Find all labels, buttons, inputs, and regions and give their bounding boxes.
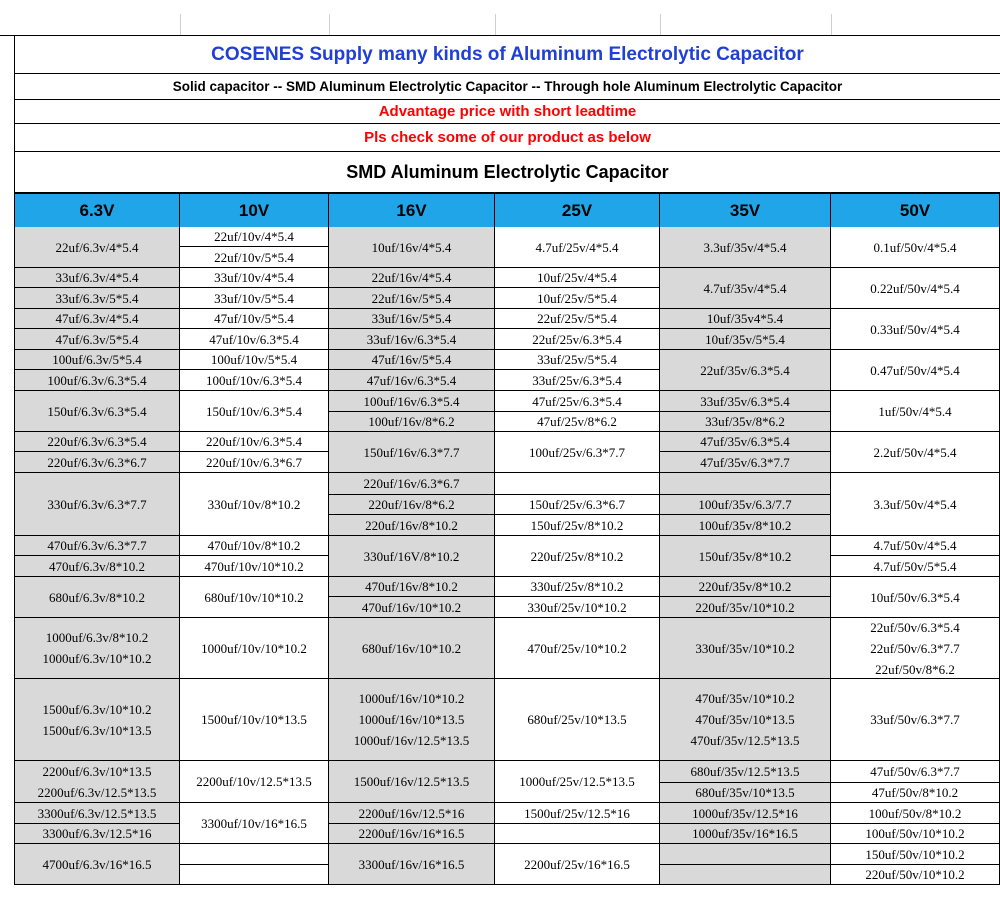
capacitor-spec-cell	[831, 391, 1000, 432]
capacitor-spec-cell	[180, 391, 329, 432]
column-header-6-3v: 6.3V	[14, 193, 180, 228]
capacitor-spec: 1000uf/25v/12.5*13.5	[519, 774, 635, 789]
capacitor-spec: 47uf/35v/6.3*7.7	[700, 454, 790, 470]
capacitor-spec: 330uf/6.3v/6.3*7.7	[47, 496, 147, 512]
capacitor-spec: 330uf/25v/8*10.2	[530, 579, 624, 594]
empty-cell	[180, 865, 329, 885]
capacitor-spec-cell	[495, 391, 660, 412]
grid-line	[329, 14, 330, 35]
capacitor-spec-cell	[329, 473, 495, 495]
capacitor-spec: 100uf/50v/10*10.2	[865, 826, 965, 841]
capacitor-spec-cell	[495, 309, 660, 329]
capacitor-spec: 220uf/50v/10*10.2	[865, 867, 965, 882]
capacitor-spec: 1uf/50v/4*5.4	[878, 403, 952, 419]
capacitor-spec-cell	[660, 495, 831, 515]
capacitor-spec-cell	[660, 227, 831, 268]
capacitor-spec: 22uf/16v/5*5.4	[371, 290, 452, 306]
capacitor-spec-cell	[831, 577, 1000, 618]
capacitor-spec-cell	[14, 679, 180, 761]
capacitor-spec: 1000uf/16v/10*13.5	[358, 712, 465, 727]
capacitor-spec-cell	[14, 309, 180, 329]
capacitor-spec-cell	[14, 803, 180, 824]
capacitor-spec-cell	[180, 536, 329, 556]
capacitor-spec: 33uf/10v/4*5.4	[214, 270, 294, 285]
capacitor-spec-cell	[831, 803, 1000, 824]
capacitor-spec-cell	[831, 865, 1000, 885]
capacitor-spec-cell	[329, 515, 495, 536]
capacitor-spec: 330uf/16V/8*10.2	[363, 548, 460, 564]
empty-cell	[660, 865, 831, 885]
capacitor-spec-cell	[495, 227, 660, 268]
capacitor-spec: 220uf/25v/8*10.2	[530, 548, 624, 564]
capacitor-spec: 33uf/35v/6.3*5.4	[700, 393, 790, 409]
capacitor-spec: 100uf/25v/6.3*7.7	[528, 444, 626, 460]
capacitor-spec-cell	[14, 761, 180, 803]
capacitor-spec: 2.2uf/50v/4*5.4	[873, 444, 957, 460]
capacitor-spec-cell	[14, 618, 180, 679]
capacitor-spec-cell	[831, 556, 1000, 577]
column-header-35v: 35V	[660, 193, 831, 228]
capacitor-spec: 33uf/16v/6.3*5.4	[366, 331, 457, 347]
capacitor-spec-cell	[329, 679, 495, 761]
capacitor-spec-cell	[14, 452, 180, 473]
capacitor-spec: 4.7uf/50v/4*5.4	[873, 538, 957, 553]
capacitor-spec-cell	[180, 473, 329, 536]
capacitor-spec: 220uf/6.3v/6.3*5.4	[47, 434, 147, 449]
capacitor-spec-cell	[180, 803, 329, 844]
capacitor-spec-cell	[180, 309, 329, 329]
capacitor-spec: 470uf/10v/10*10.2	[204, 558, 304, 574]
capacitor-spec: 0.22uf/50v/4*5.4	[870, 280, 960, 296]
capacitor-spec: 10uf/25v/5*5.4	[537, 290, 617, 306]
capacitor-spec: 22uf/50v/6.3*7.7	[870, 640, 960, 656]
grid-line	[831, 14, 832, 35]
capacitor-spec-cell	[660, 536, 831, 577]
capacitor-spec-cell	[660, 824, 831, 844]
capacitor-spec-cell	[14, 577, 180, 618]
capacitor-spec-cell	[495, 803, 660, 824]
empty-cell	[660, 473, 831, 495]
capacitor-spec-cell	[831, 268, 1000, 309]
column-header-10v: 10V	[180, 193, 329, 228]
capacitor-spec: 47uf/10v/6.3*5.4	[209, 331, 299, 347]
capacitor-spec: 47uf/50v/8*10.2	[871, 785, 959, 800]
capacitor-spec-cell	[180, 761, 329, 803]
capacitor-spec: 33uf/50v/6.3*7.7	[870, 712, 960, 727]
capacitor-spec: 47uf/35v/6.3*5.4	[700, 434, 790, 449]
capacitor-spec: 680uf/35v/12.5*13.5	[690, 764, 800, 779]
capacitor-spec: 33uf/10v/5*5.4	[214, 290, 294, 306]
capacitor-spec-cell	[180, 577, 329, 618]
capacitor-spec-cell	[831, 679, 1000, 761]
capacitor-spec: 2200uf/25v/16*16.5	[524, 856, 630, 872]
capacitor-spec: 33uf/35v/8*6.2	[705, 414, 785, 429]
capacitor-spec: 4.7uf/35v/4*5.4	[703, 280, 787, 296]
capacitor-spec: 22uf/35v/6.3*5.4	[700, 362, 790, 378]
capacitor-spec: 100uf/10v/6.3*5.4	[205, 372, 303, 388]
capacitor-spec-cell	[495, 329, 660, 350]
capacitor-spec-cell	[495, 288, 660, 309]
capacitor-spec: 220uf/16v/8*6.2	[368, 497, 455, 512]
capacitor-spec: 1000uf/10v/10*10.2	[201, 640, 307, 656]
capacitor-spec-cell	[831, 309, 1000, 350]
capacitor-spec: 0.33uf/50v/4*5.4	[870, 321, 960, 337]
capacitor-spec-cell	[180, 556, 329, 577]
capacitor-spec: 100uf/16v/6.3*5.4	[363, 393, 460, 409]
capacitor-spec: 22uf/50v/8*6.2	[875, 661, 955, 677]
capacitor-spec-cell	[831, 824, 1000, 844]
capacitor-spec-cell	[329, 597, 495, 618]
capacitor-spec-cell	[660, 761, 831, 783]
capacitor-spec: 470uf/16v/10*10.2	[361, 599, 462, 615]
capacitor-spec: 47uf/25v/8*6.2	[537, 414, 617, 429]
capacitor-spec: 1500uf/6.3v/10*10.2	[42, 701, 152, 717]
capacitor-spec: 10uf/35v/5*5.4	[705, 331, 785, 347]
capacitor-spec-cell	[329, 391, 495, 412]
capacitor-spec: 33uf/25v/5*5.4	[537, 352, 617, 367]
capacitor-spec-cell	[329, 495, 495, 515]
capacitor-spec: 4.7uf/50v/5*5.4	[873, 558, 957, 574]
capacitor-spec-cell	[329, 844, 495, 885]
capacitor-spec-cell	[495, 370, 660, 391]
capacitor-spec: 680uf/35v/10*13.5	[695, 785, 795, 800]
capacitor-spec: 47uf/10v/5*5.4	[214, 311, 294, 326]
capacitor-spec-cell	[660, 329, 831, 350]
capacitor-spec-cell	[831, 761, 1000, 783]
capacitor-spec: 100uf/35v/6.3/7.7	[698, 497, 792, 512]
capacitor-spec-cell	[14, 473, 180, 536]
capacitor-spec: 10uf/16v/4*5.4	[371, 239, 452, 255]
capacitor-spec: 3300uf/16v/16*16.5	[358, 856, 465, 872]
capacitor-spec: 470uf/10v/8*10.2	[207, 538, 301, 553]
capacitor-spec: 1000uf/6.3v/10*10.2	[42, 651, 152, 666]
capacitor-spec: 1500uf/10v/10*13.5	[201, 712, 307, 727]
capacitor-spec-cell	[831, 536, 1000, 556]
grid-line	[495, 14, 496, 35]
capacitor-spec: 680uf/25v/10*13.5	[527, 712, 627, 727]
capacitor-spec: 470uf/35v/10*13.5	[695, 712, 795, 727]
capacitor-spec: 1000uf/35v/12.5*16	[692, 805, 798, 821]
capacitor-spec: 1500uf/16v/12.5*13.5	[353, 774, 470, 789]
capacitor-spec: 220uf/16v/8*10.2	[365, 517, 458, 533]
capacitor-spec-cell	[14, 536, 180, 556]
capacitor-spec-cell	[180, 268, 329, 288]
capacitor-spec: 150uf/16v/6.3*7.7	[363, 444, 460, 460]
capacitor-spec: 220uf/35v/8*10.2	[698, 579, 792, 594]
capacitor-spec: 150uf/25v/6.3*6.7	[528, 497, 626, 512]
capacitor-spec-cell	[660, 577, 831, 597]
capacitor-spec: 33uf/25v/6.3*5.4	[532, 372, 622, 388]
capacitor-spec-cell	[329, 350, 495, 370]
grid-line	[660, 14, 661, 35]
capacitor-spec-cell	[660, 679, 831, 761]
capacitor-spec: 2200uf/16v/16*16.5	[358, 826, 465, 841]
capacitor-spec-cell	[180, 247, 329, 268]
capacitor-spec: 22uf/25v/6.3*5.4	[532, 331, 622, 347]
capacitor-spec: 47uf/6.3v/4*5.4	[55, 311, 139, 326]
capacitor-spec: 150uf/50v/10*10.2	[865, 846, 965, 862]
capacitor-spec: 3300uf/6.3v/12.5*16	[42, 826, 152, 841]
capacitor-spec-cell	[329, 618, 495, 679]
capacitor-spec: 10uf/25v/4*5.4	[537, 270, 617, 285]
capacitor-spec: 22uf/10v/5*5.4	[214, 249, 294, 265]
section-heading: SMD Aluminum Electrolytic Capacitor	[14, 152, 1000, 193]
capacitor-spec-cell	[14, 391, 180, 432]
capacitor-spec: 47uf/50v/6.3*7.7	[870, 764, 960, 779]
capacitor-spec-cell	[831, 432, 1000, 473]
capacitor-spec-cell	[14, 556, 180, 577]
capacitor-spec: 330uf/10v/8*10.2	[207, 496, 301, 512]
capacitor-spec: 680uf/10v/10*10.2	[204, 589, 304, 605]
capacitor-spec: 1500uf/6.3v/10*13.5	[42, 722, 152, 738]
capacitor-spec: 100uf/6.3v/6.3*5.4	[47, 372, 147, 388]
check-products-note: Pls check some of our product as below	[14, 124, 1000, 152]
capacitor-spec-cell	[495, 495, 660, 515]
capacitor-spec-cell	[660, 391, 831, 412]
capacitor-spec: 22uf/50v/6.3*5.4	[870, 619, 960, 635]
capacitor-spec: 330uf/35v/10*10.2	[695, 640, 795, 656]
capacitor-spec-cell	[495, 618, 660, 679]
capacitor-spec-cell	[14, 844, 180, 885]
capacitor-spec-cell	[831, 227, 1000, 268]
capacitor-spec-cell	[831, 473, 1000, 536]
capacitor-spec: 220uf/6.3v/6.3*6.7	[47, 454, 147, 470]
capacitor-spec: 150uf/35v/8*10.2	[698, 548, 792, 564]
capacitor-spec-cell	[329, 309, 495, 329]
page-title: COSENES Supply many kinds of Aluminum Electrolytic Capacitor	[14, 36, 1000, 74]
capacitor-spec: 2200uf/16v/12.5*16	[358, 805, 465, 821]
capacitor-spec: 22uf/25v/5*5.4	[537, 311, 617, 326]
capacitor-spec: 220uf/35v/10*10.2	[695, 599, 795, 615]
capacitor-spec-cell	[180, 288, 329, 309]
capacitor-spec: 47uf/16v/6.3*5.4	[366, 372, 457, 388]
capacitor-spec: 100uf/50v/8*10.2	[868, 805, 962, 821]
capacitor-spec-cell	[660, 452, 831, 473]
capacitor-spec: 4700uf/6.3v/16*16.5	[42, 856, 152, 872]
capacitor-spec: 2200uf/6.3v/10*13.5	[42, 763, 152, 779]
empty-cell	[660, 844, 831, 865]
capacitor-spec: 100uf/10v/5*5.4	[210, 352, 298, 367]
empty-cell	[180, 844, 329, 865]
capacitor-spec: 1000uf/16v/10*10.2	[358, 691, 465, 706]
capacitor-spec-cell	[329, 577, 495, 597]
column-header-16v: 16V	[329, 193, 495, 228]
capacitor-spec-cell	[329, 329, 495, 350]
capacitor-spec: 470uf/25v/10*10.2	[527, 640, 627, 656]
capacitor-spec: 3.3uf/50v/4*5.4	[873, 496, 957, 512]
capacitor-spec: 4.7uf/25v/4*5.4	[535, 239, 619, 255]
capacitor-spec-cell	[495, 679, 660, 761]
capacitor-spec-cell	[329, 824, 495, 844]
capacitor-spec: 470uf/6.3v/8*10.2	[48, 558, 146, 574]
capacitor-spec-cell	[180, 618, 329, 679]
capacitor-spec-cell	[180, 350, 329, 370]
advantage-note: Advantage price with short leadtime	[14, 100, 1000, 124]
capacitor-spec-cell	[329, 370, 495, 391]
capacitor-spec: 10uf/50v/6.3*5.4	[870, 589, 960, 605]
capacitor-spec: 470uf/6.3v/6.3*7.7	[47, 538, 147, 553]
capacitor-spec: 47uf/16v/5*5.4	[371, 352, 452, 367]
capacitor-spec: 470uf/35v/10*10.2	[695, 691, 795, 706]
capacitor-spec-cell	[495, 536, 660, 577]
capacitor-spec: 22uf/6.3v/4*5.4	[55, 239, 139, 255]
capacitor-spec-cell	[660, 268, 831, 309]
column-header-25v: 25V	[495, 193, 660, 228]
capacitor-spec: 100uf/35v/8*10.2	[698, 517, 792, 533]
capacitor-spec-cell	[660, 432, 831, 452]
capacitor-spec: 0.47uf/50v/4*5.4	[870, 362, 960, 378]
capacitor-spec-cell	[329, 412, 495, 432]
capacitor-spec-cell	[180, 452, 329, 473]
capacitor-spec: 150uf/10v/6.3*5.4	[205, 403, 303, 419]
capacitor-spec-cell	[14, 432, 180, 452]
capacitor-spec-cell	[14, 268, 180, 288]
capacitor-spec: 220uf/10v/6.3*6.7	[205, 454, 303, 470]
capacitor-spec-cell	[180, 227, 329, 247]
capacitor-spec-cell	[329, 536, 495, 577]
empty-cell	[495, 824, 660, 844]
capacitor-spec-cell	[495, 432, 660, 473]
capacitor-spec: 150uf/25v/8*10.2	[530, 517, 624, 533]
capacitor-spec-cell	[660, 309, 831, 329]
capacitor-spec: 1000uf/6.3v/8*10.2	[45, 630, 149, 645]
capacitor-spec-cell	[14, 350, 180, 370]
capacitor-spec: 680uf/16v/10*10.2	[361, 640, 462, 656]
capacitor-spec-cell	[329, 268, 495, 288]
capacitor-spec-cell	[495, 761, 660, 803]
capacitor-spec: 1000uf/16v/12.5*13.5	[353, 733, 470, 748]
capacitor-spec-cell	[660, 803, 831, 824]
capacitor-spec-cell	[14, 329, 180, 350]
capacitor-spec-cell	[660, 350, 831, 391]
capacitor-spec-cell	[495, 412, 660, 432]
capacitor-spec-cell	[660, 515, 831, 536]
capacitor-spec-cell	[831, 350, 1000, 391]
capacitor-spec: 22uf/10v/4*5.4	[214, 229, 294, 244]
capacitor-spec: 33uf/6.3v/4*5.4	[55, 270, 139, 285]
capacitor-spec: 220uf/16v/6.3*6.7	[363, 476, 460, 491]
capacitor-spec-cell	[329, 288, 495, 309]
capacitor-spec-cell	[14, 370, 180, 391]
capacitor-spec: 2200uf/6.3v/12.5*13.5	[37, 784, 157, 800]
capacitor-spec: 33uf/16v/5*5.4	[371, 311, 452, 326]
capacitor-spec: 33uf/6.3v/5*5.4	[55, 290, 139, 306]
capacitor-spec-cell	[660, 597, 831, 618]
capacitor-spec-cell	[329, 761, 495, 803]
capacitor-spec: 150uf/6.3v/6.3*5.4	[47, 403, 147, 419]
capacitor-spec-cell	[495, 597, 660, 618]
capacitor-spec: 22uf/16v/4*5.4	[371, 270, 452, 285]
capacitor-spec: 470uf/16v/8*10.2	[365, 579, 458, 594]
capacitor-spec: 47uf/6.3v/5*5.4	[55, 331, 139, 347]
capacitor-spec-cell	[660, 783, 831, 803]
capacitor-spec-cell	[495, 515, 660, 536]
capacitor-spec: 2200uf/10v/12.5*13.5	[196, 774, 312, 789]
capacitor-spec-cell	[180, 370, 329, 391]
capacitor-spec-cell	[831, 844, 1000, 865]
capacitor-spec: 1500uf/25v/12.5*16	[524, 805, 630, 821]
product-types-line: Solid capacitor -- SMD Aluminum Electrolytic Capacitor -- Through hole Aluminum Electrolytic Capacitor	[14, 74, 1000, 100]
capacitor-spec-cell	[660, 412, 831, 432]
capacitor-spec: 100uf/16v/8*6.2	[368, 414, 455, 429]
capacitor-spec: 3.3uf/35v/4*5.4	[703, 239, 787, 255]
capacitor-spec: 100uf/6.3v/5*5.4	[52, 352, 142, 367]
grid-line	[180, 14, 181, 35]
capacitor-spec: 680uf/6.3v/8*10.2	[48, 589, 146, 605]
capacitor-spec-cell	[329, 227, 495, 268]
capacitor-spec: 0.1uf/50v/4*5.4	[873, 239, 957, 255]
capacitor-spec: 220uf/10v/6.3*5.4	[205, 434, 303, 449]
capacitor-spec: 330uf/25v/10*10.2	[527, 599, 627, 615]
capacitor-spec: 470uf/35v/12.5*13.5	[690, 733, 800, 748]
capacitor-spec: 47uf/25v/6.3*5.4	[532, 393, 622, 409]
capacitor-spec-cell	[495, 350, 660, 370]
capacitor-spec-cell	[660, 618, 831, 679]
capacitor-spec: 10uf/35v4*5.4	[706, 311, 784, 326]
capacitor-spec-cell	[495, 844, 660, 885]
capacitor-spec-cell	[180, 679, 329, 761]
capacitor-spec-cell	[329, 432, 495, 473]
capacitor-spec-cell	[495, 268, 660, 288]
column-header-50v: 50V	[831, 193, 1000, 228]
capacitor-spec-cell	[14, 288, 180, 309]
empty-cell	[495, 473, 660, 495]
capacitor-spec-cell	[831, 783, 1000, 803]
capacitor-spec-cell	[329, 803, 495, 824]
capacitor-spec: 3300uf/10v/16*16.5	[201, 815, 307, 831]
capacitor-spec: 3300uf/6.3v/12.5*13.5	[37, 805, 157, 821]
capacitor-spec-cell	[14, 824, 180, 844]
capacitor-spec-cell	[180, 432, 329, 452]
capacitor-spec-cell	[14, 227, 180, 268]
capacitor-spec-cell	[831, 618, 1000, 679]
capacitor-spec-cell	[180, 329, 329, 350]
capacitor-spec-cell	[495, 577, 660, 597]
capacitor-spec: 1000uf/35v/16*16.5	[692, 826, 798, 841]
